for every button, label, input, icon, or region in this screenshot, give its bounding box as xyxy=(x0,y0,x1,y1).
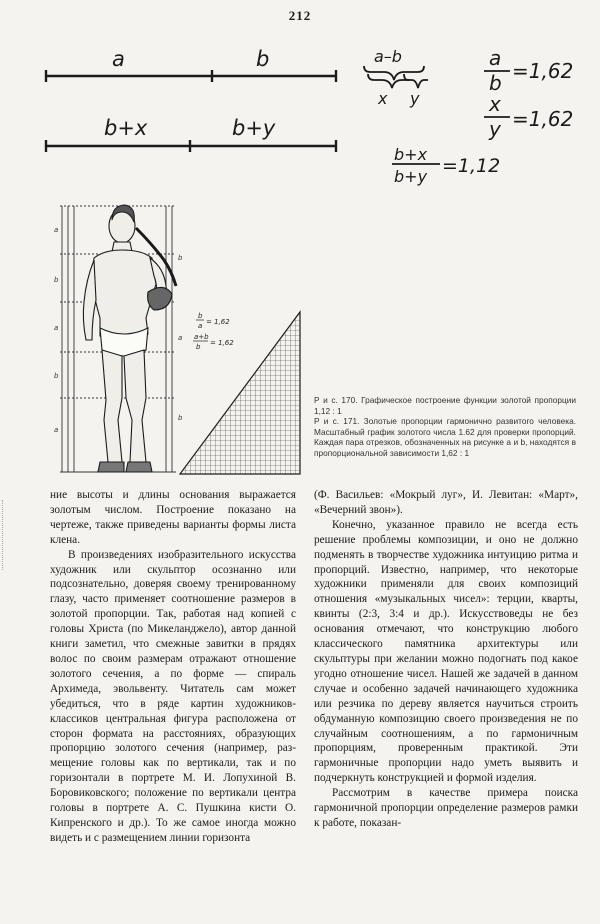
ratio1-denominator: a xyxy=(198,322,203,330)
scale-label-b-3: b xyxy=(178,254,183,262)
formula1-numerator: a xyxy=(489,46,502,70)
paragraph: Рассмотрим в качестве примера поиска гармоничной пропорции определение размеров рамки к работе, показан- xyxy=(314,787,578,829)
statue-figure xyxy=(83,205,176,472)
scale-label-a-4: a xyxy=(178,334,183,342)
scale-label-a: a xyxy=(54,226,59,234)
paragraph: (Ф. Васильев: «Мокрый луг», И. Левитан: «Март», «Вечерний звон»). xyxy=(314,489,578,516)
scale-label-a-2: a xyxy=(54,324,59,332)
page-number: 212 xyxy=(288,8,312,23)
ratio2-numerator: a+b xyxy=(194,333,209,341)
text-column-left xyxy=(50,488,296,846)
paragraph: ние высоты и длины основания выражается золотым числом. Построение показано на чертеже, также приведены варианты формы листа клена. xyxy=(50,489,296,546)
scale-label-b-2: b xyxy=(54,372,59,380)
formula2-denominator: y xyxy=(489,117,501,141)
scale-label-b-4: b xyxy=(178,414,183,422)
label-x: x xyxy=(378,89,388,108)
figure-captions xyxy=(314,395,576,459)
label-b-plus-y: b+y xyxy=(232,116,276,140)
ratio1-value: = 1,62 xyxy=(206,318,230,326)
ratio1-numerator: b xyxy=(198,312,203,320)
formula3-numerator: b+x xyxy=(394,145,428,164)
label-y: y xyxy=(410,89,420,108)
paragraph: В произведениях изобразительного искусства художник или скульптор осознанно или подсознательно, доверяя своему тренированному глазу, часто применяет соотношение размеров в золотой пропорции. Так, работая над копией с головы Христа (по Микеланджело), автор данной книги заметил, что смежные завитки в прядях волос по своим размерам отражают отношение золотого сечения, а по форме — спираль Архимеда, эвольвенту. Читатель сам может убедиться, что в ряде картин художников-классиков центральная фигура расположена от сторон формата на расстояниях, образующих пропорцию золотого сечения (например, размещение головы как по вертикали, так и по горизонтали в портрете М. И. Лопухиной В. Боровиковского; положение по вертикали центра головы в портрете А. С. Пушкина кисти О. Кипренского и др.). То же самое иногда можно видеть и с размещением линии горизонта xyxy=(50,548,296,844)
paragraph: Конечно, указанное правило не всегда есть решение проблемы композиции, и оно не должно подменять в творчестве художника интуицию ритма и пропорций. Известно, например, что некоторые художники применяли для своих композиций отношения «музыкальных чисел»: терции, кварты, квинты (2:3, 3:4 и др.). Искусствоведы не без основания отмечают, что конструкцию любого классического памятника архитектуры или скульптуры при желании можно подогнать под какое угодно отношение чисел. Нашей же задачей в данном случае и особенно задачей начинающего художника или резчика по дереву является научиться строить обдуманную композицию своего произведения не по случайным соотношениям, а по гармоничным пропорциям, проверенным практикой. Эти гармоничные пропорции надо уметь выявить и подчеркнуть конструкцией и формой изделия. xyxy=(314,518,578,785)
scale-label-b: b xyxy=(54,276,59,284)
formula1-denominator: b xyxy=(489,71,502,95)
label-a-minus-b: a–b xyxy=(374,47,402,66)
caption-fig-171: Р и с. 171. Золотые пропорции гармонично развитого человека. Масштабный график золотого числа 1.62 для проверки пропорций. Каждая пара отрезков, обозначенных на рисунке a и b, находятся в пропорциональной зависимости 1,62 : 1 xyxy=(314,416,576,458)
ratio2-denominator: b xyxy=(196,343,201,351)
formula2-numerator: x xyxy=(489,92,501,116)
scale-label-a-3: a xyxy=(54,426,59,434)
ratio2-value: = 1,62 xyxy=(210,339,234,347)
label-b-plus-x: b+x xyxy=(104,116,148,140)
page-edge-mark xyxy=(2,500,5,570)
formula1-value: =1,62 xyxy=(512,59,574,83)
formula2-value: =1,62 xyxy=(512,107,574,131)
label-b: b xyxy=(256,47,270,71)
text-column-right xyxy=(314,488,578,831)
formula3-denominator: b+y xyxy=(394,167,428,186)
label-a: a xyxy=(112,47,125,71)
caption-fig-170: Р и с. 170. Графическое построение функции золотой пропорции 1,12 : 1 xyxy=(314,395,576,416)
formula3-value: =1,12 xyxy=(442,155,501,177)
